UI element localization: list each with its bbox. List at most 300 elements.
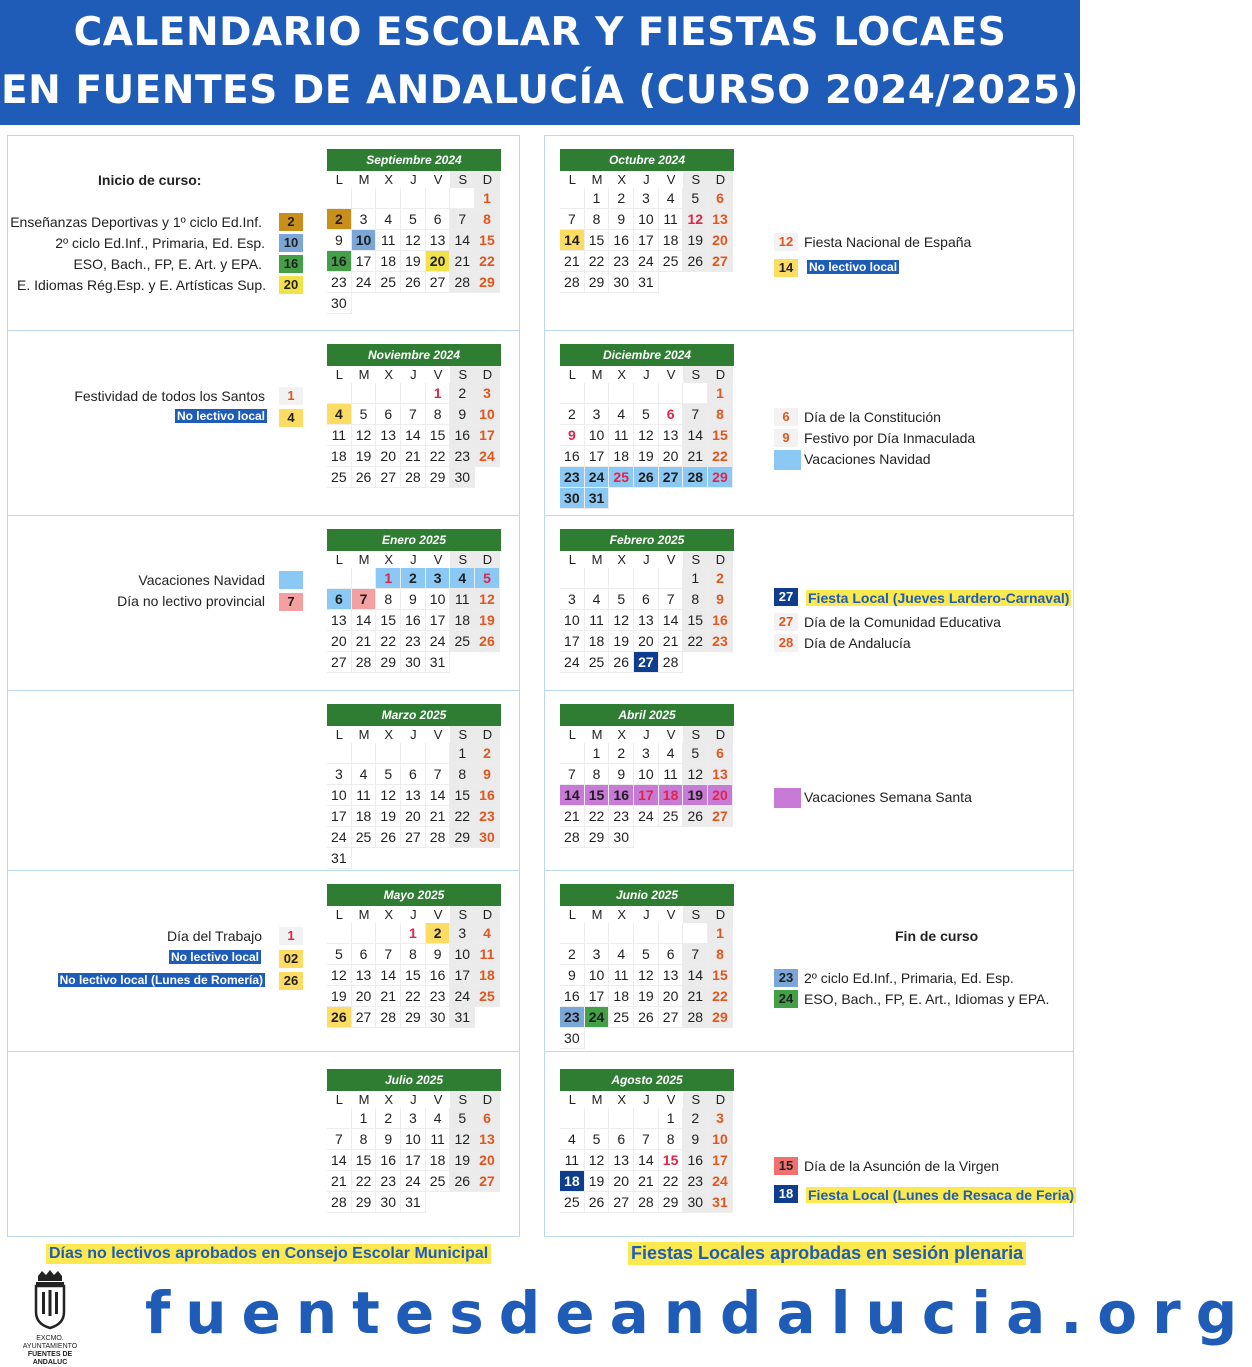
empty-cell	[401, 743, 426, 764]
legend-oct-swatch-1: 12	[774, 233, 798, 251]
weekday-header: J	[634, 171, 659, 188]
weekday-header: D	[475, 726, 500, 743]
day-cell: 14	[450, 230, 475, 251]
day-cell: 31	[708, 1192, 733, 1213]
day-cell: 13	[327, 610, 352, 631]
day-cell: 10	[352, 230, 377, 251]
empty-cell	[327, 188, 352, 209]
day-cell: 15	[585, 785, 610, 806]
day-cell: 8	[426, 404, 451, 425]
day-cell: 1	[585, 188, 610, 209]
day-cell: 6	[376, 404, 401, 425]
day-cell: 18	[659, 785, 684, 806]
day-cell: 28	[683, 467, 708, 488]
day-cell: 19	[585, 1171, 610, 1192]
day-cell: 7	[634, 1129, 659, 1150]
legend-aug-item-1: Día de la Asunción de la Virgen	[804, 1158, 1000, 1174]
day-cell: 10	[585, 425, 610, 446]
day-cell: 26	[376, 827, 401, 848]
day-cell: 2	[327, 209, 352, 230]
day-cell: 11	[426, 1129, 451, 1150]
empty-cell	[376, 923, 401, 944]
day-cell: 26	[450, 1171, 475, 1192]
day-cell: 1	[352, 1108, 377, 1129]
day-cell: 31	[426, 652, 451, 673]
day-cell: 16	[475, 785, 500, 806]
empty-cell	[609, 568, 634, 589]
weekday-header: M	[585, 906, 610, 923]
weekday-header: J	[401, 171, 426, 188]
day-cell: 30	[609, 272, 634, 293]
empty-cell	[585, 923, 610, 944]
day-cell: 30	[426, 1007, 451, 1028]
empty-cell	[376, 743, 401, 764]
day-cell: 3	[634, 188, 659, 209]
weekday-header: L	[560, 906, 585, 923]
day-cell: 12	[634, 965, 659, 986]
empty-cell	[352, 568, 377, 589]
weekday-header: M	[352, 366, 377, 383]
day-cell: 3	[560, 589, 585, 610]
weekday-header: L	[327, 171, 352, 188]
day-cell: 24	[585, 467, 610, 488]
day-cell: 6	[659, 944, 684, 965]
day-cell: 18	[659, 230, 684, 251]
day-cell: 24	[585, 1007, 610, 1028]
day-cell: 29	[450, 827, 475, 848]
day-cell: 22	[659, 1171, 684, 1192]
day-cell: 10	[634, 209, 659, 230]
weekday-header: J	[634, 366, 659, 383]
day-cell: 25	[327, 467, 352, 488]
legend-jan-item-1: Vacaciones Navidad	[138, 572, 265, 588]
day-cell: 24	[450, 986, 475, 1007]
day-cell: 19	[376, 806, 401, 827]
legend-jun-item-2: ESO, Bach., FP, E. Art., Idiomas y EPA.	[804, 991, 1050, 1007]
day-cell: 5	[352, 404, 377, 425]
day-cell: 1	[376, 568, 401, 589]
day-cell: 24	[475, 446, 500, 467]
weekday-header: J	[401, 1091, 426, 1108]
day-cell: 4	[475, 923, 500, 944]
weekday-header: X	[609, 366, 634, 383]
day-cell: 26	[683, 251, 708, 272]
website-url[interactable]: fuentesdeandalucia.org	[145, 1279, 1252, 1347]
day-cell: 10	[327, 785, 352, 806]
legend-sep-swatch-2: 10	[279, 234, 303, 252]
day-cell: 11	[475, 944, 500, 965]
empty-cell	[659, 568, 684, 589]
empty-cell	[634, 383, 659, 404]
day-cell: 11	[659, 209, 684, 230]
weekday-header: M	[585, 366, 610, 383]
month-title: Marzo 2025	[327, 704, 501, 726]
empty-cell	[683, 383, 708, 404]
weekday-header: J	[401, 551, 426, 568]
day-cell: 2	[560, 944, 585, 965]
day-cell: 11	[609, 425, 634, 446]
day-cell: 29	[475, 272, 500, 293]
legend-may-swatch-3: 26	[279, 972, 303, 990]
day-cell: 21	[450, 251, 475, 272]
legend-feb-swatch-1: 27	[774, 588, 798, 606]
day-cell: 15	[585, 230, 610, 251]
day-cell: 19	[475, 610, 500, 631]
day-cell: 25	[426, 1171, 451, 1192]
day-cell: 5	[376, 764, 401, 785]
legend-dec-item-1: Día de la Constitución	[804, 409, 941, 425]
month-title: Noviembre 2024	[327, 344, 501, 366]
empty-cell	[401, 383, 426, 404]
weekday-header: D	[708, 726, 733, 743]
day-cell: 27	[376, 467, 401, 488]
empty-cell	[560, 743, 585, 764]
legend-oct-item-1: Fiesta Nacional de España	[804, 234, 972, 250]
legend-sep-swatch-4: 20	[279, 276, 303, 294]
day-cell: 26	[683, 806, 708, 827]
day-cell: 31	[585, 488, 610, 509]
legend-jan-swatch-2: 7	[279, 593, 303, 611]
weekday-header: X	[376, 551, 401, 568]
day-cell: 27	[327, 652, 352, 673]
day-cell: 12	[450, 1129, 475, 1150]
day-cell: 25	[450, 631, 475, 652]
day-cell: 11	[585, 610, 610, 631]
legend-sep-item-2: 2º ciclo Ed.Inf., Primaria, Ed. Esp.	[55, 235, 265, 251]
empty-cell	[659, 383, 684, 404]
legend-feb-swatch-3: 28	[774, 634, 798, 652]
day-cell: 9	[609, 764, 634, 785]
legend-jun-swatch-1: 23	[774, 969, 798, 987]
day-cell: 19	[327, 986, 352, 1007]
day-cell: 15	[708, 425, 733, 446]
empty-cell	[426, 188, 451, 209]
weekday-header: D	[708, 366, 733, 383]
empty-cell	[450, 188, 475, 209]
legend-feb-item-1: Fiesta Local (Jueves Lardero-Carnaval)	[808, 590, 1070, 606]
legend-aug-swatch-2: 18	[774, 1185, 798, 1203]
empty-cell	[327, 1108, 352, 1129]
day-cell: 26	[634, 467, 659, 488]
day-cell: 30	[376, 1192, 401, 1213]
weekday-header: V	[426, 171, 451, 188]
day-cell: 16	[376, 1150, 401, 1171]
day-cell: 17	[585, 986, 610, 1007]
day-cell: 2	[401, 568, 426, 589]
empty-cell	[634, 923, 659, 944]
month-grid	[560, 366, 734, 509]
day-cell: 13	[659, 965, 684, 986]
day-cell: 31	[401, 1192, 426, 1213]
day-cell: 9	[450, 404, 475, 425]
day-cell: 14	[560, 785, 585, 806]
day-cell: 23	[560, 467, 585, 488]
calendar-december-2024	[560, 344, 734, 509]
day-cell: 18	[426, 1150, 451, 1171]
day-cell: 6	[708, 188, 733, 209]
day-cell: 25	[609, 1007, 634, 1028]
day-cell: 26	[634, 1007, 659, 1028]
day-cell: 30	[609, 827, 634, 848]
day-cell: 9	[376, 1129, 401, 1150]
day-cell: 20	[327, 631, 352, 652]
calendar-march-2025	[327, 704, 501, 869]
day-cell: 7	[426, 764, 451, 785]
empty-cell	[560, 568, 585, 589]
weekday-header: J	[401, 366, 426, 383]
weekday-header: V	[659, 1091, 684, 1108]
day-cell: 22	[426, 446, 451, 467]
empty-cell	[560, 923, 585, 944]
day-cell: 5	[683, 743, 708, 764]
day-cell: 28	[659, 652, 684, 673]
calendar-november-2024	[327, 344, 501, 488]
day-cell: 17	[327, 806, 352, 827]
day-cell: 26	[585, 1192, 610, 1213]
weekday-header: X	[376, 171, 401, 188]
day-cell: 2	[426, 923, 451, 944]
day-cell: 23	[401, 631, 426, 652]
day-cell: 20	[352, 986, 377, 1007]
weekday-header: M	[585, 726, 610, 743]
weekday-header: L	[327, 726, 352, 743]
legend-jun-item-1: 2º ciclo Ed.Inf., Primaria, Ed. Esp.	[804, 970, 1014, 986]
weekday-header: J	[401, 906, 426, 923]
weekday-header: M	[585, 1091, 610, 1108]
day-cell: 13	[475, 1129, 500, 1150]
day-cell: 27	[401, 827, 426, 848]
day-cell: 9	[609, 209, 634, 230]
day-cell: 9	[560, 965, 585, 986]
day-cell: 15	[426, 425, 451, 446]
weekday-header: V	[659, 551, 684, 568]
day-cell: 24	[401, 1171, 426, 1192]
day-cell: 10	[426, 589, 451, 610]
empty-cell	[376, 188, 401, 209]
weekday-header: S	[450, 171, 475, 188]
day-cell: 4	[450, 568, 475, 589]
weekday-header: V	[659, 906, 684, 923]
weekday-header: J	[634, 726, 659, 743]
day-cell: 4	[659, 743, 684, 764]
day-cell: 22	[708, 446, 733, 467]
day-cell: 12	[634, 425, 659, 446]
day-cell: 7	[560, 764, 585, 785]
day-cell: 23	[560, 1007, 585, 1028]
empty-cell	[560, 383, 585, 404]
day-cell: 13	[352, 965, 377, 986]
day-cell: 14	[376, 965, 401, 986]
day-cell: 28	[683, 1007, 708, 1028]
day-cell: 22	[585, 251, 610, 272]
day-cell: 21	[352, 631, 377, 652]
day-cell: 7	[401, 404, 426, 425]
footer-note-plenaria: Fiestas Locales aprobadas en sesión plenaria	[628, 1242, 1026, 1265]
day-cell: 7	[560, 209, 585, 230]
weekday-header: X	[376, 906, 401, 923]
legend-aug-item-2: Fiesta Local (Lunes de Resaca de Feria)	[808, 1187, 1075, 1203]
day-cell: 22	[401, 986, 426, 1007]
calendar-september-2024	[327, 149, 501, 314]
day-cell: 6	[609, 1129, 634, 1150]
empty-cell	[585, 568, 610, 589]
weekday-header: M	[352, 726, 377, 743]
day-cell: 8	[683, 589, 708, 610]
day-cell: 16	[327, 251, 352, 272]
legend-may-swatch-2: 02	[279, 950, 303, 968]
legend-jun-swatch-2: 24	[774, 990, 798, 1008]
day-cell: 8	[450, 764, 475, 785]
day-cell: 16	[708, 610, 733, 631]
day-cell: 25	[585, 652, 610, 673]
day-cell: 24	[560, 652, 585, 673]
title-line-1: CALENDARIO ESCOLAR Y FIESTAS LOCAES	[73, 10, 1007, 55]
day-cell: 23	[708, 631, 733, 652]
legend-oct-swatch-2: 14	[774, 259, 798, 277]
day-cell: 20	[475, 1150, 500, 1171]
day-cell: 19	[683, 785, 708, 806]
day-cell: 8	[585, 764, 610, 785]
empty-cell	[634, 1108, 659, 1129]
day-cell: 1	[401, 923, 426, 944]
day-cell: 29	[659, 1192, 684, 1213]
empty-cell	[634, 568, 659, 589]
legend-may-item-3: No lectivo local (Lunes de Romería)	[59, 973, 263, 987]
day-cell: 29	[352, 1192, 377, 1213]
day-cell: 13	[708, 764, 733, 785]
day-cell: 26	[352, 467, 377, 488]
empty-cell	[609, 923, 634, 944]
day-cell: 5	[683, 188, 708, 209]
day-cell: 21	[401, 446, 426, 467]
day-cell: 29	[585, 827, 610, 848]
day-cell: 16	[426, 965, 451, 986]
weekday-header: D	[708, 551, 733, 568]
weekday-header: D	[475, 366, 500, 383]
legend-may-swatch-1: 1	[279, 927, 303, 945]
day-cell: 11	[376, 230, 401, 251]
day-cell: 29	[708, 1007, 733, 1028]
weekday-header: S	[683, 171, 708, 188]
day-cell: 30	[683, 1192, 708, 1213]
calendar-october-2024	[560, 149, 734, 293]
day-cell: 30	[401, 652, 426, 673]
empty-cell	[683, 923, 708, 944]
day-cell: 7	[450, 209, 475, 230]
weekday-header: D	[475, 1091, 500, 1108]
day-cell: 23	[376, 1171, 401, 1192]
day-cell: 24	[634, 806, 659, 827]
day-cell: 20	[634, 631, 659, 652]
weekday-header: D	[708, 1091, 733, 1108]
footer-note-consejo: Días no lectivos aprobados en Consejo Escolar Municipal	[46, 1244, 491, 1264]
legend-dec-swatch-1: 6	[774, 408, 798, 426]
weekday-header: V	[426, 366, 451, 383]
day-cell: 2	[683, 1108, 708, 1129]
day-cell: 4	[426, 1108, 451, 1129]
weekday-header: D	[475, 906, 500, 923]
day-cell: 26	[475, 631, 500, 652]
day-cell: 16	[609, 785, 634, 806]
legend-jan-item-2: Día no lectivo provincial	[117, 593, 265, 609]
weekday-header: S	[683, 366, 708, 383]
day-cell: 16	[609, 230, 634, 251]
day-cell: 29	[426, 467, 451, 488]
legend-feb-item-3: Día de Andalucía	[804, 635, 911, 651]
day-cell: 1	[426, 383, 451, 404]
day-cell: 8	[659, 1129, 684, 1150]
day-cell: 16	[450, 425, 475, 446]
day-cell: 11	[659, 764, 684, 785]
day-cell: 27	[708, 251, 733, 272]
day-cell: 30	[450, 467, 475, 488]
weekday-header: L	[560, 726, 585, 743]
day-cell: 3	[450, 923, 475, 944]
day-cell: 26	[401, 272, 426, 293]
legend-may-item-1: Día del Trabajo	[167, 928, 262, 944]
day-cell: 13	[609, 1150, 634, 1171]
weekday-header: D	[708, 171, 733, 188]
day-cell: 27	[475, 1171, 500, 1192]
day-cell: 8	[352, 1129, 377, 1150]
day-cell: 15	[475, 230, 500, 251]
day-cell: 24	[708, 1171, 733, 1192]
day-cell: 12	[327, 965, 352, 986]
day-cell: 30	[560, 488, 585, 509]
day-cell: 6	[352, 944, 377, 965]
empty-cell	[609, 1108, 634, 1129]
day-cell: 25	[352, 827, 377, 848]
day-cell: 20	[708, 230, 733, 251]
legend-dec-item-3: Vacaciones Navidad	[804, 451, 931, 467]
calendar-february-2025	[560, 529, 734, 673]
empty-cell	[352, 188, 377, 209]
day-cell: 9	[560, 425, 585, 446]
day-cell: 23	[609, 251, 634, 272]
weekday-header: X	[609, 1091, 634, 1108]
weekday-header: S	[450, 906, 475, 923]
weekday-header: V	[426, 551, 451, 568]
month-title: Abril 2025	[560, 704, 734, 726]
day-cell: 27	[352, 1007, 377, 1028]
day-cell: 1	[683, 568, 708, 589]
day-cell: 24	[426, 631, 451, 652]
legend-sep-swatch-3: 16	[279, 255, 303, 273]
month-grid	[560, 171, 734, 293]
day-cell: 6	[475, 1108, 500, 1129]
day-cell: 12	[585, 1150, 610, 1171]
day-cell: 5	[450, 1108, 475, 1129]
day-cell: 22	[450, 806, 475, 827]
day-cell: 2	[560, 404, 585, 425]
day-cell: 8	[376, 589, 401, 610]
day-cell: 4	[352, 764, 377, 785]
day-cell: 3	[475, 383, 500, 404]
day-cell: 4	[609, 404, 634, 425]
weekday-header: D	[475, 171, 500, 188]
day-cell: 25	[560, 1192, 585, 1213]
day-cell: 1	[659, 1108, 684, 1129]
day-cell: 8	[401, 944, 426, 965]
day-cell: 16	[401, 610, 426, 631]
month-title: Agosto 2025	[560, 1069, 734, 1091]
month-grid	[327, 551, 501, 673]
weekday-header: M	[352, 551, 377, 568]
legend-dec-swatch-3	[774, 450, 801, 470]
day-cell: 20	[401, 806, 426, 827]
day-cell: 5	[585, 1129, 610, 1150]
legend-feb-swatch-2: 27	[774, 613, 798, 631]
